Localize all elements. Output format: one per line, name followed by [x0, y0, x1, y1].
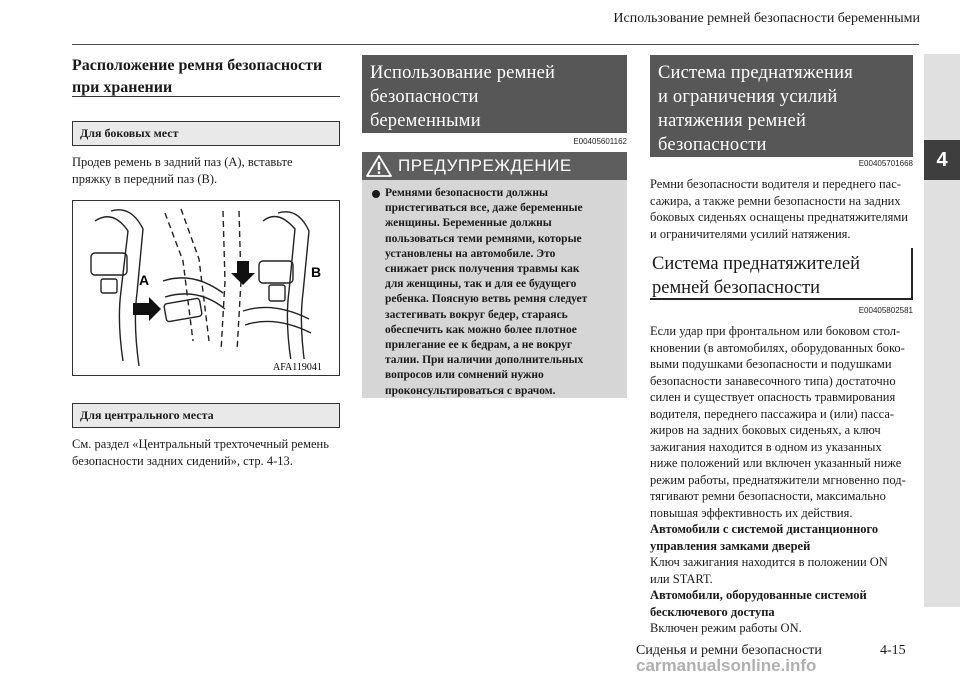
belt-storage-figure — [72, 200, 340, 376]
chapter-tab[interactable]: 4 — [924, 140, 960, 180]
heading-line: Использование ремней — [370, 63, 556, 83]
warning-line: установлены на автомобиле. Это — [385, 247, 556, 260]
heading-line: безопасности — [658, 135, 767, 155]
page-number: 4-15 — [880, 643, 906, 658]
heading-line: безопасности — [370, 87, 479, 107]
heading-line: беременными — [370, 111, 481, 131]
warning-line: снижает риск получения травмы как — [385, 263, 580, 276]
section-code: E00405701668 — [858, 159, 913, 168]
text-line: режим работы, преднатяжители мгновенно под- — [650, 472, 906, 487]
warning-line: прилегание ее к бедрам, а не вокруг — [385, 339, 573, 352]
heading-line: ремней безопасности — [652, 278, 820, 298]
section-code: E00405601162 — [573, 137, 627, 146]
text-line: безопасности занавесочного типа) достаточно — [650, 373, 896, 388]
section-heading-pregnant — [362, 55, 627, 133]
heading-line: натяжения ремней — [658, 111, 807, 131]
text-line-bold: Автомобили с системой дистанционного — [650, 522, 879, 536]
footer-section-title: Сиденья и ремни безопасности — [636, 643, 822, 658]
warning-line: для женщины, так и для ее будущего — [385, 278, 577, 291]
text-line-bold: управления замками дверей — [650, 538, 811, 553]
warning-line: застегивать вокруг бедер, стараясь — [385, 308, 568, 321]
warning-text — [385, 186, 621, 399]
heading-line: Система преднатяжителей — [652, 254, 860, 274]
text-line: зажигания находится в одном из указанных — [650, 439, 882, 454]
heading-line: Система преднатяжения — [658, 63, 853, 83]
warning-line: пристегиваться все, даже беременные — [385, 202, 583, 215]
paragraph-pretensioner-body — [650, 323, 920, 637]
paragraph-center-seat — [72, 436, 352, 469]
section-heading-storage — [72, 55, 340, 99]
text-line: боковых сиденьях оснащены преднатяжителями — [650, 210, 908, 224]
header-rule — [72, 44, 919, 45]
paragraph-side-seats — [72, 154, 340, 187]
text-line: сажира, а также ремни безопасности на задних — [650, 193, 901, 208]
text-line-bold: бесключевого доступа — [650, 604, 775, 619]
text-line: ниже положений или включен указанный ниже — [650, 456, 902, 470]
text-line: выми подушками безопасности и подушками — [650, 357, 892, 371]
warning-line: пользоваться теми ремнями, которые — [385, 232, 582, 245]
section-heading-pretensioner — [650, 55, 913, 157]
text-line-bold: Автомобили, оборудованные системой — [650, 588, 867, 602]
figure-caption: AFA119041 — [273, 362, 322, 373]
warning-line: обеспечить как можно более плотное — [385, 323, 577, 336]
heading-line: и ограничения усилий — [658, 87, 838, 107]
text-line: жиров на задних боковых сиденьях, а ключ — [650, 423, 881, 437]
text-line: силен и существует опасность травмирования — [650, 390, 896, 404]
text-line: кновении (в автомобилях, оборудованных боко- — [650, 340, 905, 355]
warning-line: ребенка. Поясную ветвь ремня следует — [385, 293, 588, 306]
text-line: или START. — [650, 571, 713, 586]
watermark: carmanualsonline.info — [636, 656, 817, 675]
subheading-side-seats: Для боковых мест — [72, 121, 340, 146]
text-line: Продев ремень в задний паз (A), вставьте — [72, 155, 293, 169]
text-line: Включен режим работы ON. — [650, 621, 802, 635]
subheading-center-seat: Для центрального места — [72, 403, 340, 428]
bullet-icon — [372, 190, 380, 198]
label-a: A — [139, 272, 150, 288]
paragraph-pretensioner-intro — [650, 176, 918, 242]
warning-line: талии. При наличии дополнительных — [385, 354, 584, 367]
text-line: Ремни безопасности водителя и переднего пас- — [650, 177, 901, 191]
heading-rule — [72, 96, 340, 97]
warning-line: женщины. Беременные должны — [385, 217, 552, 230]
warning-line: Ремнями безопасности должны — [385, 187, 548, 199]
subsection-heading-pretensioner — [650, 248, 913, 300]
heading-line: при хранении — [72, 79, 173, 96]
text-line: См. раздел «Центральный трехточечный ремень — [72, 437, 329, 451]
warning-title: ПРЕДУПРЕЖДЕНИЕ — [398, 156, 572, 175]
text-line: безопасности задних сидений», стр. 4-13. — [72, 453, 293, 468]
label-b: B — [311, 264, 322, 280]
warning-triangle-icon — [366, 155, 392, 177]
side-strip — [924, 54, 960, 607]
text-line: пряжку в передний паз (B). — [72, 171, 218, 186]
warning-line: проконсультироваться с врачом. — [385, 384, 556, 397]
text-line: и ограничителями усилий натяжения. — [650, 226, 851, 241]
text-line: водителя, переднего пассажира и (или) пасса- — [650, 406, 895, 421]
text-line: тягивают ремни безопасности, максимально — [650, 489, 886, 503]
warning-line: вопросов или сомнений нужно — [385, 369, 544, 382]
text-line: повышая эффективность их действия. — [650, 505, 853, 520]
page-header-title: Использование ремней безопасности беременными — [613, 11, 920, 26]
text-line: Ключ зажигания находится в положении ON — [650, 555, 888, 569]
heading-line: Расположение ремня безопасности — [72, 57, 323, 74]
section-code: E00405802581 — [858, 306, 913, 315]
belt-illustration — [73, 201, 339, 375]
text-line: Если удар при фронтальном или боковом стол- — [650, 324, 901, 338]
